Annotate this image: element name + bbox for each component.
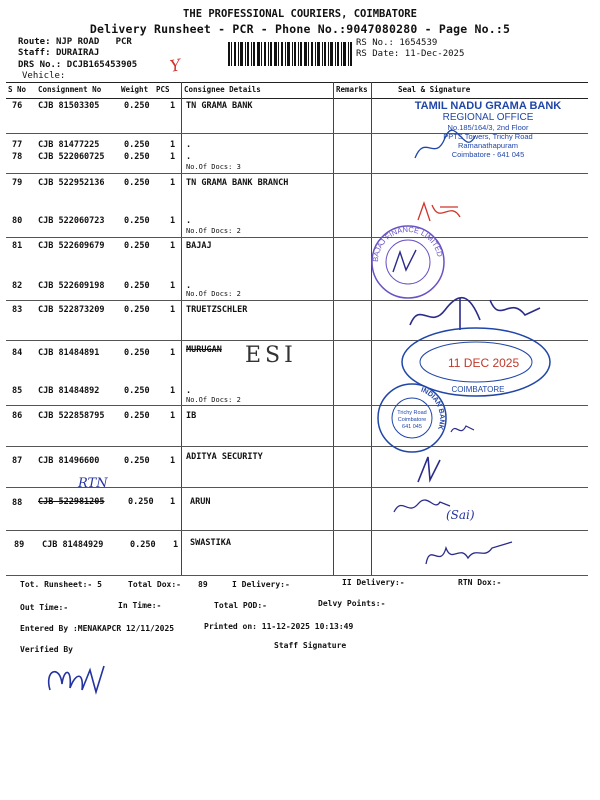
svg-text:INDIAN BANK xyxy=(420,387,445,431)
indian-bank-stamp xyxy=(372,378,452,458)
divider-seal xyxy=(371,82,372,576)
row-83-consignee: TRUETZSCHLER xyxy=(186,305,248,315)
row-85-cn: CJB 81484892 xyxy=(38,386,100,396)
delvy-points: Delvy Points:- xyxy=(318,599,386,608)
row-77-sno: 77 xyxy=(12,140,23,150)
staff-value: DURAIRAJ xyxy=(55,48,100,58)
drs-label: DRS No.: xyxy=(18,60,62,70)
svg-text:BAJAJ FINANCE LIMITED xyxy=(371,225,445,262)
row-86-weight: 0.250 xyxy=(124,411,150,421)
row-85-consignee: . xyxy=(186,386,192,396)
rs-date-label: RS Date: xyxy=(356,49,400,59)
row-85-sno: 85 xyxy=(12,386,23,396)
row-88-cn: CJB 522981205 xyxy=(38,497,105,507)
row-81-consignee: BAJAJ xyxy=(186,241,212,251)
row-87-pcs: 1 xyxy=(170,456,176,466)
row-81-pcs: 1 xyxy=(170,241,176,251)
row-divider xyxy=(6,237,588,238)
row-89-cn: CJB 81484929 xyxy=(42,540,104,550)
row-76-weight: 0.250 xyxy=(124,101,150,111)
rs-no-line xyxy=(356,38,437,48)
row-89-sno: 89 xyxy=(14,540,25,550)
row-80-weight: 0.250 xyxy=(124,216,150,226)
row-87-cn: CJB 81496600 xyxy=(38,456,100,466)
row-80-sno: 80 xyxy=(12,216,23,226)
row-76-sno: 76 xyxy=(12,101,23,111)
row-78-consignee: . xyxy=(186,152,192,162)
row-84-cn: CJB 81484891 xyxy=(38,348,100,358)
row-78-pcs: 1 xyxy=(170,152,176,162)
row-82-consignee: . xyxy=(186,281,192,291)
row-76-pcs: 1 xyxy=(170,101,176,111)
in-time: In Time:- xyxy=(118,601,162,610)
row-85-pcs: 1 xyxy=(170,386,176,396)
col-consignee: Consignee Details xyxy=(184,85,261,94)
row-81-weight: 0.250 xyxy=(124,241,150,251)
row-80-docs: No.Of Docs: 2 xyxy=(186,227,241,235)
row-78-cn: CJB 522060725 xyxy=(38,152,105,162)
total-dox-value: 89 xyxy=(198,580,208,589)
ib-inner-1: Trichy Road xyxy=(397,410,427,416)
staff-label: Staff: xyxy=(18,48,51,58)
bank-stamp-name: TAMIL NADU GRAMA BANK xyxy=(414,100,562,112)
row-79-sno: 79 xyxy=(12,178,23,188)
row-77-consignee: . xyxy=(186,140,192,150)
signature-row-89 xyxy=(420,534,520,574)
col-weight: Weight xyxy=(121,85,149,94)
rs-no-label: RS No.: xyxy=(356,38,394,48)
route-code: PCR xyxy=(115,37,132,47)
row-88-consignee: ARUN xyxy=(190,497,211,507)
ib-inner-2: Coimbatore xyxy=(397,417,427,423)
staff-signature: Staff Signature xyxy=(274,641,347,650)
row-86-consignee: IB xyxy=(186,411,197,421)
date-stamp-ring-text: COIMBATORE xyxy=(451,385,505,394)
row-divider xyxy=(6,446,588,447)
row-78-weight: 0.250 xyxy=(124,152,150,162)
row-84-pcs: 1 xyxy=(170,348,176,358)
rs-date-line xyxy=(356,49,464,59)
row-77-pcs: 1 xyxy=(170,140,176,150)
row-79-consignee: TN GRAMA BANK BRANCH xyxy=(186,178,289,188)
row-79-cn: CJB 522952136 xyxy=(38,178,105,188)
ii-delivery: II Delivery:- xyxy=(342,578,405,587)
verified-signature xyxy=(40,650,120,710)
divider-remarks xyxy=(333,82,334,576)
drs-value: DCJB165453905 xyxy=(66,60,138,70)
printed-on: Printed on: 11-12-2025 10:13:49 xyxy=(204,622,354,631)
total-pod: Total POD:- xyxy=(214,601,267,610)
vehicle-label: Vehicle: xyxy=(22,71,66,81)
route-label: Route: xyxy=(18,37,51,47)
row-88-sno: 88 xyxy=(12,498,23,508)
company-title: THE PROFESSIONAL COURIERS, COIMBATORE xyxy=(183,8,417,20)
bank-stamp-addr3: Ramanathapuram xyxy=(457,141,519,150)
row-85-weight: 0.250 xyxy=(124,386,150,396)
row-86-sno: 86 xyxy=(12,411,23,421)
entered-by: Entered By :MENAKAPCR 12/11/2025 xyxy=(20,624,175,633)
row-86-pcs: 1 xyxy=(170,411,176,421)
route-line xyxy=(18,37,132,47)
row-78-sno: 78 xyxy=(12,152,23,162)
divider-consignee xyxy=(181,82,182,576)
row-87-weight: 0.250 xyxy=(124,456,150,466)
total-dox-label: Total Dox:- xyxy=(128,580,181,589)
row-86-cn: CJB 522858795 xyxy=(38,411,105,421)
col-pcs: PCS xyxy=(156,85,170,94)
remark-esi: ESI xyxy=(245,343,297,368)
row-89-weight: 0.250 xyxy=(130,540,156,550)
row-79-weight: 0.250 xyxy=(124,178,150,188)
bank-stamp-addr1: No.185/164/3, 2nd Floor xyxy=(447,123,529,132)
drs-line xyxy=(18,60,137,70)
row-divider xyxy=(6,173,588,174)
row-76-cn: CJB 81503305 xyxy=(38,101,100,111)
date-stamp-date: 11 DEC 2025 xyxy=(448,356,520,370)
row-83-weight: 0.250 xyxy=(124,305,150,315)
rs-no-value: 1654539 xyxy=(399,38,438,48)
barcode xyxy=(228,42,352,66)
sign-sai: (Sai) xyxy=(446,508,475,522)
row-82-pcs: 1 xyxy=(170,281,176,291)
row-85-docs: No.Of Docs: 2 xyxy=(186,396,241,404)
rtn-note: RTN xyxy=(78,476,108,491)
table-header xyxy=(6,82,588,99)
bank-stamp-signature xyxy=(410,128,480,168)
rs-date-value: 11-Dec-2025 xyxy=(404,49,465,59)
signature-row-86 xyxy=(448,420,478,440)
row-88-pcs: 1 xyxy=(170,497,176,507)
row-83-sno: 83 xyxy=(12,305,23,315)
row-84-weight: 0.250 xyxy=(124,348,150,358)
col-seal-signature: Seal & Signature xyxy=(398,85,471,94)
row-divider xyxy=(6,575,588,576)
row-77-cn: CJB 81477225 xyxy=(38,140,100,150)
row-77-weight: 0.250 xyxy=(124,140,150,150)
col-sno: S No xyxy=(8,85,27,94)
row-82-sno: 82 xyxy=(12,281,23,291)
out-time: Out Time:- xyxy=(20,603,69,612)
row-82-cn: CJB 522609198 xyxy=(38,281,105,291)
row-84-consignee: MURUGAN xyxy=(186,345,222,355)
row-78-docs: No.Of Docs: 3 xyxy=(186,163,241,171)
indian-bank-ring-text: INDIAN BANK xyxy=(419,386,446,431)
row-76-consignee: TN GRAMA BANK xyxy=(186,101,253,111)
row-divider xyxy=(6,530,588,531)
row-80-consignee: . xyxy=(186,216,192,226)
row-81-cn: CJB 522609679 xyxy=(38,241,105,251)
ib-inner-3: 641 045 xyxy=(402,424,422,430)
top-tick-mark: Y xyxy=(168,55,183,76)
row-82-docs: No.Of Docs: 2 xyxy=(186,290,241,298)
bank-stamp-office: REGIONAL OFFICE xyxy=(442,112,534,123)
verified-by: Verified By xyxy=(20,645,73,654)
route-value: NJP ROAD xyxy=(55,37,100,47)
row-87-sno: 87 xyxy=(12,456,23,466)
row-82-weight: 0.250 xyxy=(124,281,150,291)
row-83-cn: CJB 522873209 xyxy=(38,305,105,315)
col-remarks: Remarks xyxy=(336,85,368,94)
row-84-sno: 84 xyxy=(12,348,23,358)
row-80-pcs: 1 xyxy=(170,216,176,226)
row-80-cn: CJB 522060723 xyxy=(38,216,105,226)
row-88-weight: 0.250 xyxy=(128,497,154,507)
tot-runsheet: Tot. Runsheet:- 5 xyxy=(20,580,102,589)
bank-stamp-addr4: Coimbatore - 641 045 xyxy=(451,150,525,159)
row-81-sno: 81 xyxy=(12,241,23,251)
row-79-pcs: 1 xyxy=(170,178,176,188)
row-87-consignee: ADITYA SECURITY xyxy=(186,452,263,462)
row-divider xyxy=(6,405,588,406)
row-89-consignee: SWASTIKA xyxy=(190,538,231,548)
runsheet-subtitle: Delivery Runsheet - PCR - Phone No.:9047080280 - Page No.:5 xyxy=(89,22,511,36)
staff-line xyxy=(18,48,99,58)
i-delivery: I Delivery:- xyxy=(232,580,290,589)
row-83-pcs: 1 xyxy=(170,305,176,315)
bajaj-stamp-text: BAJAJ FINANCE LIMITED xyxy=(370,224,445,263)
col-consignment: Consignment No xyxy=(38,85,102,94)
row-89-pcs: 1 xyxy=(173,540,179,550)
signature-row-87 xyxy=(410,452,450,487)
rtn-dox: RTN Dox:- xyxy=(458,578,502,587)
bank-stamp-addr2: PPTS Towers, Trichy Road xyxy=(443,132,533,141)
